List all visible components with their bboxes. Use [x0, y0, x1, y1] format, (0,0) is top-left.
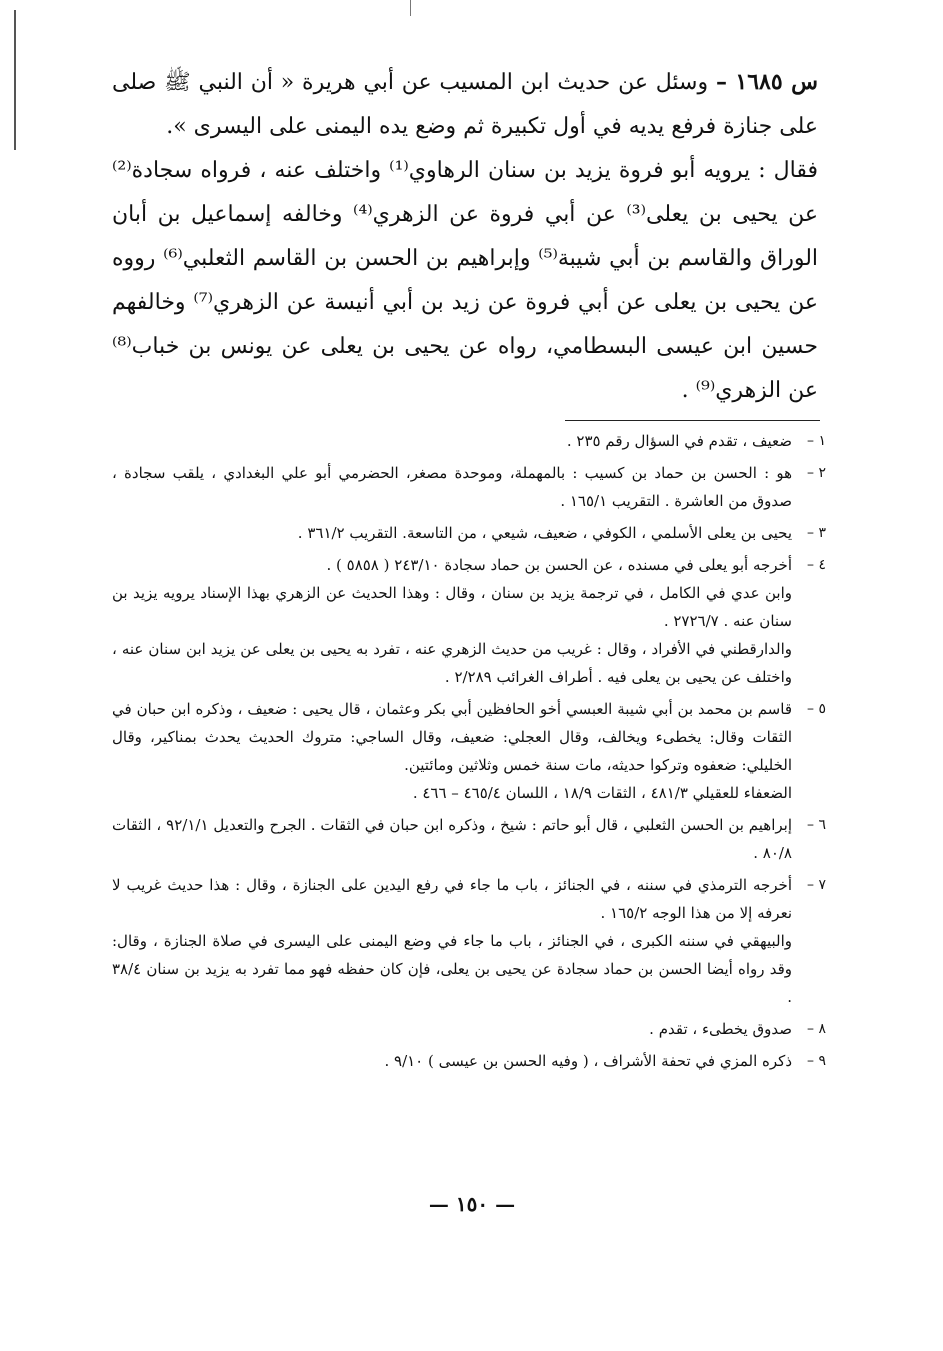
- page-number: — ١٥٠ —: [428, 1192, 516, 1216]
- footnote-text: والبيهقي في سننه الكبرى ، في الجنائز ، باب ما جاء في وضع اليمنى على اليسرى في صلاة الجنازة ، وقال: وقد رواه أيضا الحسن بن حماد سجادة عن يحيى بن يعلى، فإن كان حفظه فهو مما تفرد به يزيد بن سنان ٣٨/٤ .: [112, 932, 792, 1006]
- footnote-2: [112, 459, 826, 515]
- footnote-text: يحيى بن يعلى الأسلمي ، الكوفي ، ضعيف، شيعي ، من التاسعة. التقريب ٣٦١/٢ .: [297, 524, 792, 542]
- footnote-number: ٣ –: [807, 525, 826, 541]
- footnote-text: والدارقطني في الأفراد ، وقال : غريب من حديث الزهري عنه ، تفرد به يحيى بن يعلى عن يزيد ابن سنان عنه ، واختلف عن يحيى بن يعلى فيه . أطراف الغرائب ٢/٢٨٩ .: [112, 640, 792, 686]
- footnote-number: ٦ –: [807, 817, 826, 833]
- footnote-number: ٨ –: [807, 1021, 826, 1037]
- footnote-text: قاسم بن محمد بن أبي شيبة العبسي أخو الحافظين أبي بكر وعثمان ، قال يحيى : ضعيف ، وذكره ابن حبان في الثقات وقال: يخطىء ويخالف، وقال العجلي: ضعيف، وقال الساجي: متروك الحديث يحدث بمناكير، وقال الخليلي: ضعفوه وتركوا حديثه، مات سنة خمس وثلاثين ومائتين.: [112, 700, 792, 774]
- footnote-5: [112, 695, 826, 807]
- footnote-text: صدوق يخطىء ، تقدم .: [649, 1020, 792, 1038]
- footnote-text: ذكره المزي في تحفة الأشراف ، ( وفيه الحسن بن عيسى ) ٩/١٠ .: [384, 1052, 792, 1070]
- footnote-text: وابن عدي في الكامل ، في ترجمة يزيد بن سنان ، وقال : وهذا الحديث عن الزهري بهذا الإسناد يرويه يزيد بن سنان عنه . ٢٧٢٦/٧ .: [112, 584, 792, 630]
- footnote-text: أخرجه الترمذي في سننه ، في الجنائز ، باب ما جاء في رفع اليدين على الجنازة ، وقال : هذا حديث غريب لا نعرفه إلا من هذا الوجه ١٦٥/٢ .: [112, 876, 792, 922]
- footnote-number: ٧ –: [807, 877, 826, 893]
- footnotes: [112, 427, 826, 1079]
- footnote-number: ١ –: [807, 433, 826, 449]
- footnote-number: ٤ –: [807, 557, 826, 573]
- main-text: [112, 60, 818, 413]
- question-text: وسئل عن حديث ابن المسيب عن أبي هريرة « أن النبي ﷺ صلى على جنازة فرفع يديه في أول تكبيرة ثم وضع يده اليمنى على اليسرى ».: [112, 70, 818, 139]
- footnote-text: أخرجه أبو يعلى في مسنده ، عن الحسن بن حماد سجادة ٢٤٣/١٠ ( ٥٨٥٨ ) .: [326, 556, 792, 574]
- footnote-4: [112, 551, 826, 691]
- footnote-6: [112, 811, 826, 867]
- footnote-number: ٩ –: [807, 1053, 826, 1069]
- footnote-text: إبراهيم بن الحسن الثعلبي ، قال أبو حاتم : شيخ ، وذكره ابن حبان في الثقات . الجرح والتعديل ٩٢/١/١ ، الثقات ٨٠/٨ .: [112, 816, 793, 862]
- scan-tick-mark: [410, 0, 411, 16]
- footnote-number: ٥ –: [807, 701, 826, 717]
- footnote-9: [112, 1047, 826, 1075]
- footnote-8: [112, 1015, 826, 1043]
- footnote-text: ضعيف ، تقدم في السؤال رقم ٢٣٥ .: [566, 432, 792, 450]
- answer-paragraph: فقال : يرويه أبو فروة يزيد بن سنان الرهاوي⁽¹⁾ واختلف عنه ، فرواه سجادة⁽²⁾ عن يحيى بن يعلى⁽³⁾ عن أبي فروة عن الزهري⁽⁴⁾ وخالفه إسماعيل بن أبان الوراق والقاسم بن أبي شيبة⁽⁵⁾ وإبراهيم بن الحسن بن القاسم الثعلبي⁽⁶⁾ رووه عن يحيى بن يعلى عن أبي فروة عن زيد بن أبي أنيسة عن الزهري⁽⁷⁾ وخالفهم حسين ابن عيسى البسطامي، رواه عن يحيى بن يعلى عن يونس بن خباب⁽⁸⁾ عن الزهري⁽⁹⁾ .: [112, 158, 819, 403]
- footnote-3: [112, 519, 826, 547]
- footnote-1: [112, 427, 826, 455]
- footnote-7: [112, 871, 826, 1011]
- footnote-number: ٢ –: [807, 465, 826, 481]
- question-paragraph: [112, 60, 818, 149]
- footnote-text: هو : الحسن بن حماد بن كسيب : بالمهملة، وموحدة مصغر، الحضرمي أبو علي البغدادي ، يلقب سجادة ، صدوق من العاشرة . التقريب ١٦٥/١ .: [112, 464, 792, 510]
- scan-edge-line: [14, 10, 16, 150]
- question-number: س ١٦٨٥ –: [715, 69, 818, 95]
- footnote-text: الضعفاء للعقيلي ٤٨١/٣ ، الثقات ١٨/٩ ، اللسان ٤٦٥/٤ – ٤٦٦ .: [412, 784, 792, 802]
- footnote-separator: [565, 420, 820, 421]
